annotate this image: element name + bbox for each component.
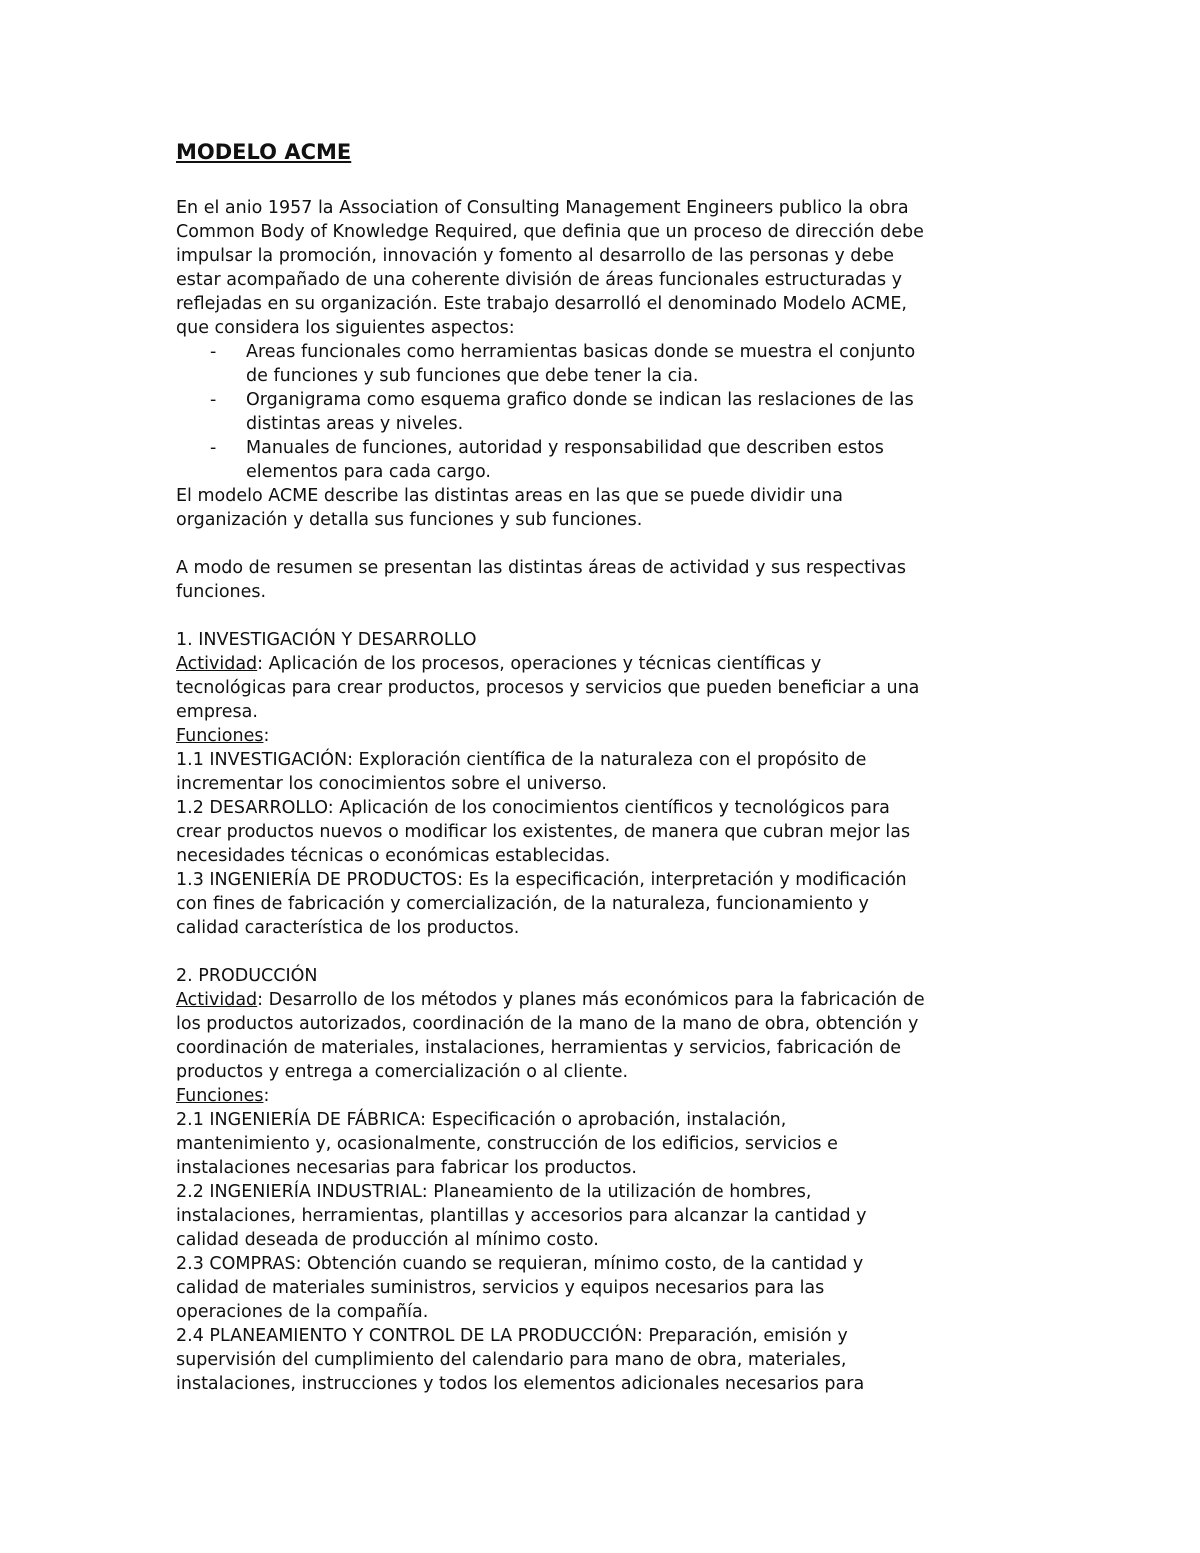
intro-line: impulsar la promoción, innovación y fomento al desarrollo de las personas y debe xyxy=(176,246,895,266)
activity-text: coordinación de materiales, instalaciones, herramientas y servicios, fabricación de xyxy=(176,1038,902,1058)
activity-paragraph xyxy=(176,988,1036,1084)
function-line: instalaciones, herramientas, plantillas y accesorios para alcanzar la cantidad y xyxy=(176,1206,867,1226)
function-line: supervisión del cumplimiento del calendario para mano de obra, materiales, xyxy=(176,1350,847,1370)
function-line: calidad característica de los productos. xyxy=(176,918,520,938)
function-line: 2.3 COMPRAS: Obtención cuando se requieran, mínimo costo, de la cantidad y xyxy=(176,1254,864,1274)
activity-text: : Aplicación de los procesos, operaciones y técnicas científicas y xyxy=(257,654,822,674)
function-line: 2.4 PLANEAMIENTO Y CONTROL DE LA PRODUCCIÓN: Preparación, emisión y xyxy=(176,1326,848,1346)
model-description-paragraph xyxy=(176,484,1036,532)
intro-line: que considera los siguientes aspectos: xyxy=(176,318,515,338)
dash-bullet: - xyxy=(210,342,217,362)
section-heading: 1. INVESTIGACIÓN Y DESARROLLO xyxy=(176,630,477,650)
function-item xyxy=(176,1180,1036,1252)
blank-line xyxy=(176,604,1036,628)
activity-text: productos y entrega a comercialización o al cliente. xyxy=(176,1062,629,1082)
function-line: instalaciones necesarias para fabricar los productos. xyxy=(176,1158,637,1178)
list-item xyxy=(210,388,1036,436)
summary-paragraph xyxy=(176,556,1036,604)
dash-bullet: - xyxy=(210,438,217,458)
blank-line xyxy=(176,532,1036,556)
function-line: 1.2 DESARROLLO: Aplicación de los conocimientos científicos y tecnológicos para xyxy=(176,798,890,818)
function-line: con fines de fabricación y comercialización, de la naturaleza, funcionamiento y xyxy=(176,894,869,914)
function-line: 1.1 INVESTIGACIÓN: Exploración científica de la naturaleza con el propósito de xyxy=(176,750,867,770)
dash-bullet: - xyxy=(210,390,217,410)
blank-line xyxy=(176,940,1036,964)
list-item-line: Areas funcionales como herramientas basicas donde se muestra el conjunto xyxy=(246,342,916,362)
function-line: 2.1 INGENIERÍA DE FÁBRICA: Especificación o aprobación, instalación, xyxy=(176,1110,787,1130)
function-item xyxy=(176,1324,1036,1396)
function-line: instalaciones, instrucciones y todos los elementos adicionales necesarios para xyxy=(176,1374,865,1394)
functions-label-line xyxy=(176,724,1036,748)
function-line: calidad deseada de producción al mínimo costo. xyxy=(176,1230,599,1250)
list-item-line: distintas areas y niveles. xyxy=(246,414,464,434)
function-item xyxy=(176,796,1036,868)
function-line: mantenimiento y, ocasionalmente, construcción de los edificios, servicios e xyxy=(176,1134,838,1154)
list-item xyxy=(210,340,1036,388)
activity-text: empresa. xyxy=(176,702,258,722)
functions-colon: : xyxy=(263,1086,270,1106)
function-line: 1.3 INGENIERÍA DE PRODUCTOS: Es la especificación, interpretación y modificación xyxy=(176,870,907,890)
function-item xyxy=(176,868,1036,940)
function-item xyxy=(176,1108,1036,1180)
list-item-line: de funciones y sub funciones que debe tener la cia. xyxy=(246,366,699,386)
activity-label: Actividad xyxy=(176,654,258,674)
function-item xyxy=(176,748,1036,796)
intro-line: reflejadas en su organización. Este trabajo desarrolló el denominado Modelo ACME, xyxy=(176,294,907,314)
paragraph-line: A modo de resumen se presentan las distintas áreas de actividad y sus respectivas xyxy=(176,558,906,578)
document-page xyxy=(176,138,1036,1396)
intro-line: En el anio 1957 la Association of Consulting Management Engineers publico la obra xyxy=(176,198,909,218)
function-line: incrementar los conocimientos sobre el universo. xyxy=(176,774,607,794)
list-item-line: elementos para cada cargo. xyxy=(246,462,491,482)
activity-text: tecnológicas para crear productos, procesos y servicios que pueden beneficiar a una xyxy=(176,678,920,698)
activity-text: los productos autorizados, coordinación de la mano de la mano de obra, obtención y xyxy=(176,1014,919,1034)
intro-line: Common Body of Knowledge Required, que definia que un proceso de dirección debe xyxy=(176,222,924,242)
activity-text: : Desarrollo de los métodos y planes más económicos para la fabricación de xyxy=(257,990,925,1010)
functions-colon: : xyxy=(263,726,270,746)
function-line: crear productos nuevos o modificar los existentes, de manera que cubran mejor las xyxy=(176,822,911,842)
functions-label: Funciones xyxy=(176,1086,264,1106)
intro-paragraph xyxy=(176,196,1036,340)
functions-label: Funciones xyxy=(176,726,264,746)
paragraph-line: El modelo ACME describe las distintas areas en las que se puede dividir una xyxy=(176,486,843,506)
section-heading: 2. PRODUCCIÓN xyxy=(176,966,318,986)
function-item xyxy=(176,1252,1036,1324)
functions-label-line xyxy=(176,1084,1036,1108)
function-line: necesidades técnicas o económicas establecidas. xyxy=(176,846,611,866)
paragraph-line: organización y detalla sus funciones y sub funciones. xyxy=(176,510,643,530)
function-line: 2.2 INGENIERÍA INDUSTRIAL: Planeamiento de la utilización de hombres, xyxy=(176,1182,812,1202)
list-item xyxy=(210,436,1036,484)
function-line: calidad de materiales suministros, servicios y equipos necesarios para las xyxy=(176,1278,825,1298)
aspects-list xyxy=(176,340,1036,484)
activity-paragraph xyxy=(176,652,1036,724)
paragraph-line: funciones. xyxy=(176,582,267,602)
activity-label: Actividad xyxy=(176,990,258,1010)
document-title: MODELO ACME xyxy=(176,140,352,164)
function-line: operaciones de la compañía. xyxy=(176,1302,429,1322)
list-item-line: Manuales de funciones, autoridad y responsabilidad que describen estos xyxy=(246,438,884,458)
intro-line: estar acompañado de una coherente división de áreas funcionales estructuradas y xyxy=(176,270,903,290)
list-item-line: Organigrama como esquema grafico donde se indican las reslaciones de las xyxy=(246,390,914,410)
